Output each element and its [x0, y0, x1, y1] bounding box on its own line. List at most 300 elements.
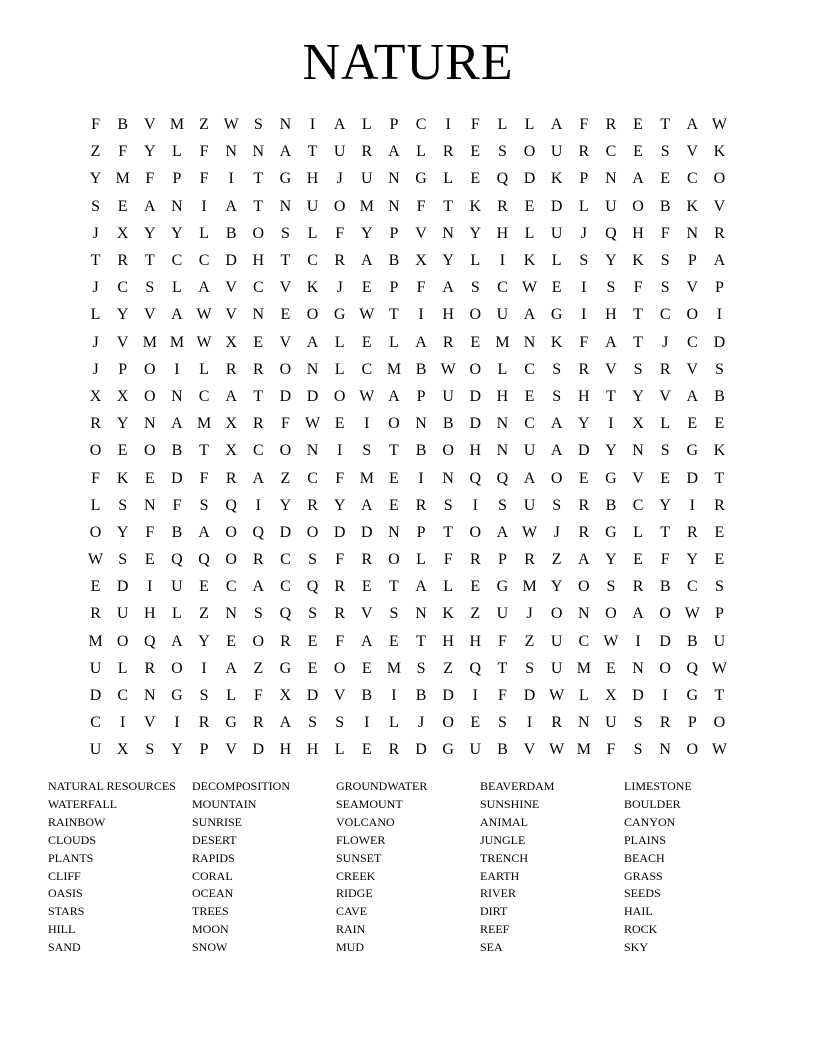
grid-row [82, 492, 734, 519]
word-list-item: HILL [48, 922, 76, 937]
grid-row [82, 682, 734, 709]
grid-letter: L [334, 741, 345, 759]
grid-letter: M [115, 170, 130, 188]
word-list-item: BEACH [624, 850, 665, 865]
word-list-item: NATURAL RESOURCES [48, 779, 176, 793]
grid-letter: N [415, 605, 427, 623]
grid-letter: G [550, 306, 563, 324]
word-list-item: RAPIDS [192, 850, 235, 865]
grid-letter: E [470, 578, 481, 596]
grid-letter: Q [686, 659, 699, 677]
grid-letter: X [279, 687, 292, 705]
grid-letter: N [632, 659, 644, 677]
grid-letter: G [605, 523, 617, 541]
grid-letter: S [389, 605, 399, 623]
grid-letter: F [145, 170, 155, 188]
grid-letter: G [442, 741, 454, 759]
grid-letter: C [280, 551, 291, 569]
grid-letter: M [359, 469, 374, 487]
grid-letter: S [552, 496, 562, 514]
grid-letter: V [279, 279, 292, 297]
grid-letter: D [171, 469, 183, 487]
grid-letter: U [333, 143, 346, 161]
grid-letter: O [550, 605, 563, 623]
grid-letter: Q [279, 605, 292, 623]
grid-row [82, 356, 734, 383]
grid-letter: Y [442, 252, 454, 270]
word-list-item: RAINBOW [48, 814, 106, 829]
grid-letter: N [171, 197, 183, 215]
grid-letter: I [635, 632, 641, 650]
word-column [336, 778, 480, 957]
grid-letter: J [553, 523, 560, 541]
grid-letter: L [524, 116, 535, 134]
grid-letter: O [252, 224, 265, 242]
grid-letter: B [497, 741, 508, 759]
grid-letter: V [523, 741, 536, 759]
grid-letter: W [88, 551, 104, 569]
grid-letter: O [388, 551, 400, 569]
word-list-item: VOLCANO [336, 814, 395, 829]
grid-letter: W [359, 387, 375, 405]
grid-letter: E [389, 496, 399, 514]
grid-letter: E [199, 578, 209, 596]
grid-letter: C [686, 578, 698, 596]
grid-letter: D [116, 578, 129, 596]
grid-letter: P [118, 360, 128, 378]
grid-letter: D [659, 632, 671, 650]
grid-letter: X [225, 333, 237, 351]
grid-letter: W [711, 741, 727, 759]
grid-letter: T [660, 523, 671, 541]
grid-letter: F [416, 279, 426, 297]
grid-row [82, 546, 734, 573]
grid-letter: R [686, 523, 698, 541]
grid-letter: P [687, 252, 697, 270]
grid-letter: I [364, 714, 370, 732]
word-list-item: DIRT [480, 904, 508, 919]
grid-letter: H [632, 224, 644, 242]
grid-letter: E [90, 578, 101, 596]
grid-letter: N [578, 714, 590, 732]
grid-letter: C [686, 170, 698, 188]
grid-letter: N [306, 360, 319, 378]
grid-letter: D [550, 197, 563, 215]
grid-letter: U [496, 605, 509, 623]
grid-letter: V [144, 306, 156, 324]
grid-letter: I [581, 279, 587, 297]
grid-letter: B [605, 496, 617, 514]
grid-letter: F [145, 523, 155, 541]
grid-letter: R [334, 252, 346, 270]
grid-letter: Q [496, 170, 509, 188]
word-list-item: DECOMPOSITION [192, 779, 291, 793]
grid-letter: S [280, 224, 290, 242]
grid-letter: B [117, 116, 129, 134]
grid-letter: M [169, 333, 185, 351]
grid-letter: L [389, 714, 399, 732]
word-list-item: BOULDER [624, 796, 681, 811]
grid-letter: J [526, 605, 533, 623]
grid-letter: L [633, 523, 643, 541]
grid-letter: O [279, 442, 292, 460]
grid-letter: Y [659, 496, 671, 514]
grid-letter: T [660, 116, 671, 134]
grid-letter: C [252, 279, 264, 297]
grid-letter: S [497, 496, 507, 514]
grid-letter: H [306, 741, 319, 759]
grid-letter: O [89, 442, 102, 460]
grid-letter: G [686, 687, 699, 705]
grid-letter: K [116, 469, 129, 487]
grid-letter: S [552, 360, 562, 378]
grid-letter: F [118, 143, 128, 161]
grid-letter: Y [605, 252, 617, 270]
grid-letter: E [144, 551, 155, 569]
grid-letter: E [470, 714, 481, 732]
grid-letter: E [714, 523, 725, 541]
grid-letter: S [660, 442, 670, 460]
grid-letter: V [144, 116, 156, 134]
grid-letter: Q [144, 632, 156, 650]
grid-letter: H [496, 387, 509, 405]
grid-letter: E [280, 306, 291, 324]
grid-letter: Q [225, 496, 237, 514]
grid-letter: P [389, 224, 399, 242]
grid-letter: Y [578, 415, 590, 433]
grid-letter: W [440, 360, 456, 378]
grid-letter: S [91, 197, 101, 215]
grid-letter: Y [686, 551, 699, 569]
grid-letter: S [660, 252, 670, 270]
grid-letter: Y [144, 224, 156, 242]
grid-letter: D [415, 741, 427, 759]
grid-letter: N [279, 116, 292, 134]
grid-letter: S [362, 442, 372, 460]
grid-letter: Y [333, 496, 346, 514]
page-title: NATURE [302, 34, 514, 91]
grid-letter: F [416, 197, 426, 215]
grid-letter: O [333, 197, 346, 215]
grid-letter: H [469, 442, 482, 460]
grid-letter: C [252, 442, 264, 460]
grid-letter: D [523, 170, 536, 188]
grid-row [82, 165, 734, 192]
grid-letter: E [307, 659, 318, 677]
grid-letter: G [225, 714, 237, 732]
grid-letter: X [225, 415, 237, 433]
grid-letter: M [359, 197, 374, 215]
grid-letter: N [279, 197, 292, 215]
grid-letter: I [689, 496, 695, 514]
grid-letter: A [496, 523, 509, 541]
grid-letter: C [171, 252, 183, 270]
grid-letter: N [225, 605, 237, 623]
word-list-item: REEF [480, 922, 510, 937]
grid-letter: Z [470, 605, 481, 623]
grid-letter: A [279, 714, 292, 732]
grid-row [82, 383, 734, 410]
grid-letter: T [253, 170, 264, 188]
grid-letter: R [551, 714, 563, 732]
grid-letter: I [201, 197, 207, 215]
grid-letter: N [144, 496, 156, 514]
grid-row [82, 573, 734, 600]
grid-letter: O [89, 523, 102, 541]
grid-letter: Y [116, 523, 129, 541]
grid-letter: N [496, 415, 509, 433]
grid-letter: W [223, 116, 239, 134]
grid-letter: X [225, 442, 237, 460]
grid-letter: N [523, 333, 536, 351]
grid-letter: O [578, 578, 590, 596]
grid-letter: C [307, 252, 318, 270]
grid-letter: F [335, 551, 345, 569]
grid-letter: Z [253, 659, 264, 677]
grid-letter: Q [496, 469, 509, 487]
word-list-item: OCEAN [192, 886, 234, 901]
word-list-item: SAND [48, 940, 81, 955]
grid-letter: A [225, 387, 237, 405]
grid-letter: R [524, 551, 535, 569]
word-column [48, 778, 192, 957]
grid-letter: E [633, 551, 643, 569]
grid-letter: I [174, 714, 180, 732]
grid-letter: A [252, 578, 265, 596]
grid-letter: D [306, 387, 319, 405]
grid-letter: H [442, 632, 454, 650]
grid-row [82, 736, 734, 763]
grid-letter: X [415, 252, 427, 270]
grid-letter: I [716, 306, 723, 324]
grid-letter: W [603, 632, 619, 650]
grid-letter: A [225, 197, 237, 215]
word-list-item: SKY [624, 940, 649, 955]
grid-letter: K [469, 197, 482, 215]
grid-letter: Z [524, 632, 535, 650]
grid-letter: A [171, 632, 183, 650]
grid-letter: T [144, 252, 155, 270]
grid-letter: E [714, 415, 725, 433]
grid-letter: N [632, 442, 644, 460]
grid-letter: A [361, 252, 373, 270]
grid-letter: B [415, 442, 427, 460]
grid-letter: A [415, 578, 427, 596]
grid-letter: F [335, 632, 345, 650]
grid-letter: Y [632, 387, 644, 405]
grid-letter: D [469, 387, 482, 405]
grid-letter: N [306, 442, 319, 460]
grid-letter: C [198, 387, 210, 405]
grid-letter: N [144, 687, 156, 705]
grid-letter: J [662, 333, 669, 351]
grid-letter: L [226, 687, 237, 705]
grid-letter: Y [469, 224, 482, 242]
grid-letter: S [416, 659, 426, 677]
grid-letter: Q [605, 224, 617, 242]
grid-letter: E [389, 632, 399, 650]
word-list-item: CAVE [336, 904, 368, 919]
grid-letter: E [334, 415, 345, 433]
grid-letter: A [713, 252, 726, 270]
grid-letter: L [578, 197, 589, 215]
grid-letter: S [497, 143, 507, 161]
grid-letter: L [497, 116, 508, 134]
grid-letter: C [686, 333, 698, 351]
grid-letter: E [470, 333, 481, 351]
grid-letter: P [416, 523, 426, 541]
grid-letter: H [252, 252, 265, 270]
grid-letter: L [334, 333, 345, 351]
grid-letter: R [361, 551, 373, 569]
grid-letter: T [389, 578, 399, 596]
grid-letter: D [252, 741, 265, 759]
grid-letter: S [660, 143, 670, 161]
grid-letter: F [470, 116, 480, 134]
grid-letter: L [334, 360, 345, 378]
grid-letter: K [523, 252, 536, 270]
grid-row [82, 247, 734, 274]
grid-letter: K [713, 442, 726, 460]
grid-letter: P [687, 714, 697, 732]
word-list [48, 778, 768, 957]
word-list-item: OASIS [48, 886, 83, 901]
grid-letter: K [550, 170, 563, 188]
grid-letter: A [550, 442, 563, 460]
grid-letter: E [660, 469, 671, 487]
grid-letter: D [686, 469, 699, 487]
grid-letter: Z [90, 143, 101, 161]
grid-letter: R [252, 415, 264, 433]
grid-letter: L [443, 170, 454, 188]
grid-letter: Y [279, 496, 292, 514]
grid-letter: X [116, 224, 129, 242]
grid-letter: D [523, 687, 536, 705]
grid-letter: V [225, 306, 237, 324]
grid-letter: N [686, 224, 699, 242]
grid-letter: F [199, 469, 209, 487]
grid-letter: R [714, 496, 725, 514]
grid-letter: Y [605, 442, 617, 460]
grid-letter: S [579, 252, 589, 270]
grid-letter: I [309, 116, 316, 134]
word-column [480, 778, 624, 957]
grid-letter: J [336, 170, 343, 188]
grid-letter: E [226, 632, 237, 650]
word-list-item: MOON [192, 922, 229, 937]
grid-letter: V [659, 387, 671, 405]
grid-letter: S [199, 496, 209, 514]
grid-letter: R [307, 496, 318, 514]
grid-row [82, 709, 734, 736]
grid-letter: Z [199, 116, 209, 134]
grid-letter: L [172, 605, 182, 623]
grid-letter: O [469, 360, 482, 378]
grid-letter: C [117, 687, 129, 705]
word-list-item: FLOWER [336, 832, 386, 847]
grid-letter: F [497, 687, 507, 705]
grid-letter: R [659, 714, 671, 732]
grid-letter: E [578, 469, 589, 487]
grid-letter: I [472, 496, 478, 514]
grid-letter: Z [443, 659, 454, 677]
grid-letter: D [279, 387, 292, 405]
grid-letter: N [659, 741, 671, 759]
grid-letter: S [308, 714, 318, 732]
word-list-item: HAIL [624, 904, 653, 919]
grid-letter: W [522, 523, 538, 541]
grid-letter: V [686, 360, 699, 378]
grid-letter: U [89, 659, 102, 677]
grid-letter: B [442, 415, 454, 433]
word-list-item: CLOUDS [48, 832, 97, 847]
word-list-item: CANYON [624, 814, 676, 829]
grid-letter: I [228, 170, 234, 188]
grid-letter: Y [116, 306, 129, 324]
grid-letter: Q [198, 551, 210, 569]
grid-letter: H [279, 741, 292, 759]
word-list-item: CREEK [336, 868, 376, 883]
grid-letter: A [279, 143, 292, 161]
grid-letter: S [525, 659, 535, 677]
grid-letter: W [196, 306, 212, 324]
grid-letter: O [523, 143, 536, 161]
grid-letter: S [118, 496, 128, 514]
grid-letter: O [659, 605, 671, 623]
grid-letter: U [550, 224, 563, 242]
grid-letter: K [306, 279, 319, 297]
grid-letter: C [361, 360, 373, 378]
grid-letter: S [118, 551, 128, 569]
grid-row [82, 655, 734, 682]
grid-letter: A [550, 116, 563, 134]
word-list-item: SEEDS [624, 886, 661, 901]
grid-letter: C [90, 714, 101, 732]
grid-letter: L [443, 578, 454, 596]
grid-letter: Z [199, 605, 209, 623]
grid-letter: B [225, 224, 237, 242]
grid-letter: U [171, 578, 183, 596]
grid-letter: L [172, 279, 182, 297]
grid-letter: C [415, 116, 427, 134]
grid-letter: R [361, 143, 373, 161]
grid-letter: D [632, 687, 644, 705]
grid-letter: T [307, 143, 318, 161]
grid-letter: O [171, 659, 183, 677]
grid-letter: V [225, 741, 237, 759]
grid-letter: P [172, 170, 182, 188]
grid-letter: E [144, 469, 155, 487]
grid-letter: L [307, 224, 318, 242]
grid-letter: Q [306, 578, 319, 596]
grid-letter: V [686, 279, 699, 297]
grid-letter: D [469, 415, 482, 433]
grid-letter: O [279, 360, 292, 378]
grid-letter: O [469, 523, 482, 541]
grid-letter: A [388, 143, 400, 161]
grid-letter: I [120, 714, 126, 732]
grid-letter: Y [605, 551, 617, 569]
grid-letter: S [335, 714, 345, 732]
grid-letter: B [714, 387, 725, 405]
grid-letter: J [92, 224, 99, 242]
grid-letter: D [279, 523, 292, 541]
grid-letter: E [606, 659, 616, 677]
grid-letter: R [578, 143, 590, 161]
grid-letter: J [92, 360, 99, 378]
word-list-item: CORAL [192, 868, 233, 883]
word-list-item: SUNSET [336, 850, 382, 865]
